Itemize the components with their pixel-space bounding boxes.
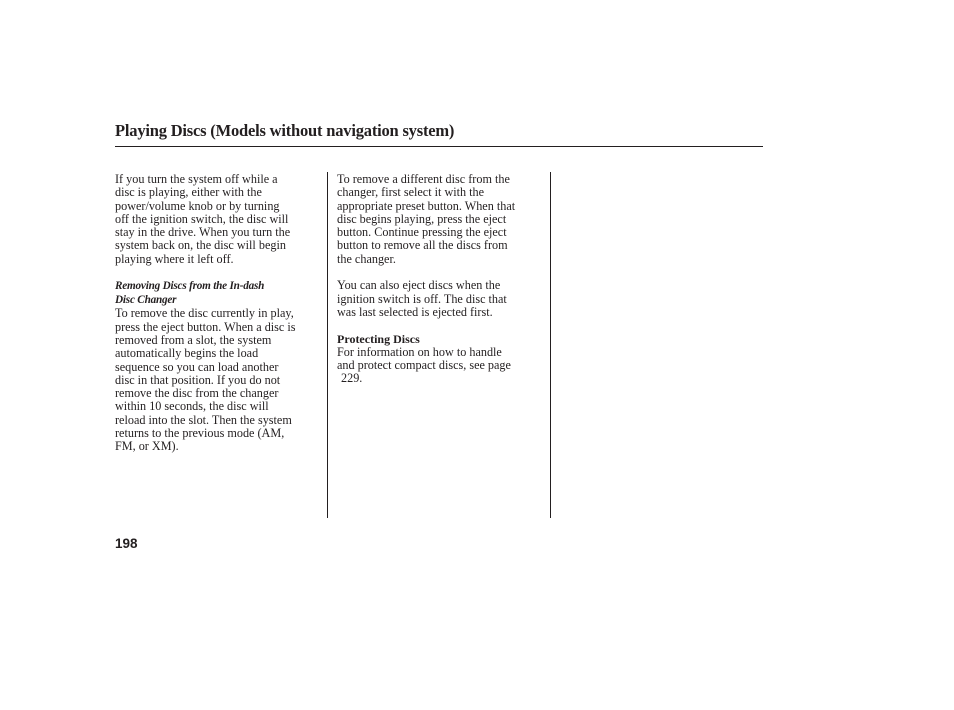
paragraph-different-disc [337, 173, 545, 266]
text-line: sequence so you can load another [115, 359, 279, 374]
text-line: disc is playing, either with the [115, 185, 262, 200]
paragraph-ignition-off [337, 279, 545, 319]
text-line: reload into the slot. Then the system [115, 412, 292, 427]
subheading-line: Disc Changer [115, 294, 177, 307]
title-divider [115, 146, 763, 147]
text-line: button to remove all the discs from [337, 238, 508, 253]
paragraph-removing-discs [115, 307, 325, 453]
text-line: automatically begins the load [115, 346, 259, 361]
text-line: power/volume knob or by turning [115, 198, 280, 213]
paragraph-system-off [115, 173, 325, 266]
column-divider [327, 172, 328, 518]
text-line: FM, or XM). [115, 439, 179, 454]
text-line: appropriate preset button. When that [337, 198, 516, 213]
page-reference-link[interactable]: 229 [341, 371, 360, 386]
text-line: To remove the disc currently in play, [115, 306, 294, 321]
column-left [115, 173, 325, 454]
text-line: system back on, the disc will begin [115, 238, 286, 253]
text-line: returns to the previous mode (AM, [115, 426, 285, 441]
text-line: You can also eject discs when the [337, 278, 501, 293]
text-line: was last selected is ejected first. [337, 304, 493, 319]
text-line: disc in that position. If you do not [115, 372, 281, 387]
text-line: press the eject button. When a disc is [115, 319, 296, 334]
text-line: disc begins playing, press the eject [337, 211, 507, 226]
page-number: 198 [115, 536, 138, 551]
text-line: remove the disc from the changer [115, 386, 279, 401]
text-line: playing where it left off. [115, 251, 234, 266]
text-line: off the ignition switch, the disc will [115, 211, 289, 226]
text-line: For information on how to handle [337, 344, 502, 359]
text-line: removed from a slot, the system [115, 332, 272, 347]
text-line: stay in the drive. When you turn the [115, 225, 291, 240]
subheading-removing-discs [115, 279, 325, 307]
text-line: If you turn the system off while a [115, 172, 278, 186]
text-line: ignition switch is off. The disc that [337, 291, 507, 306]
text-line: changer, first select it with the [337, 185, 485, 200]
subheading-line: Removing Discs from the In-dash [115, 280, 265, 293]
page-title: Playing Discs (Models without navigation system) [115, 121, 455, 140]
subheading-protecting-discs: Protecting Discs [337, 331, 420, 346]
column-divider [550, 172, 551, 518]
text-line: button. Continue pressing the eject [337, 225, 507, 240]
text-line: and protect compact discs, see page [337, 358, 511, 373]
paragraph-protecting-discs [337, 346, 545, 386]
page-reference-suffix: . [359, 371, 363, 386]
text-line: within 10 seconds, the disc will [115, 399, 269, 414]
column-middle [337, 173, 545, 386]
text-line: the changer. [337, 251, 396, 266]
text-line: To remove a different disc from the [337, 172, 510, 186]
